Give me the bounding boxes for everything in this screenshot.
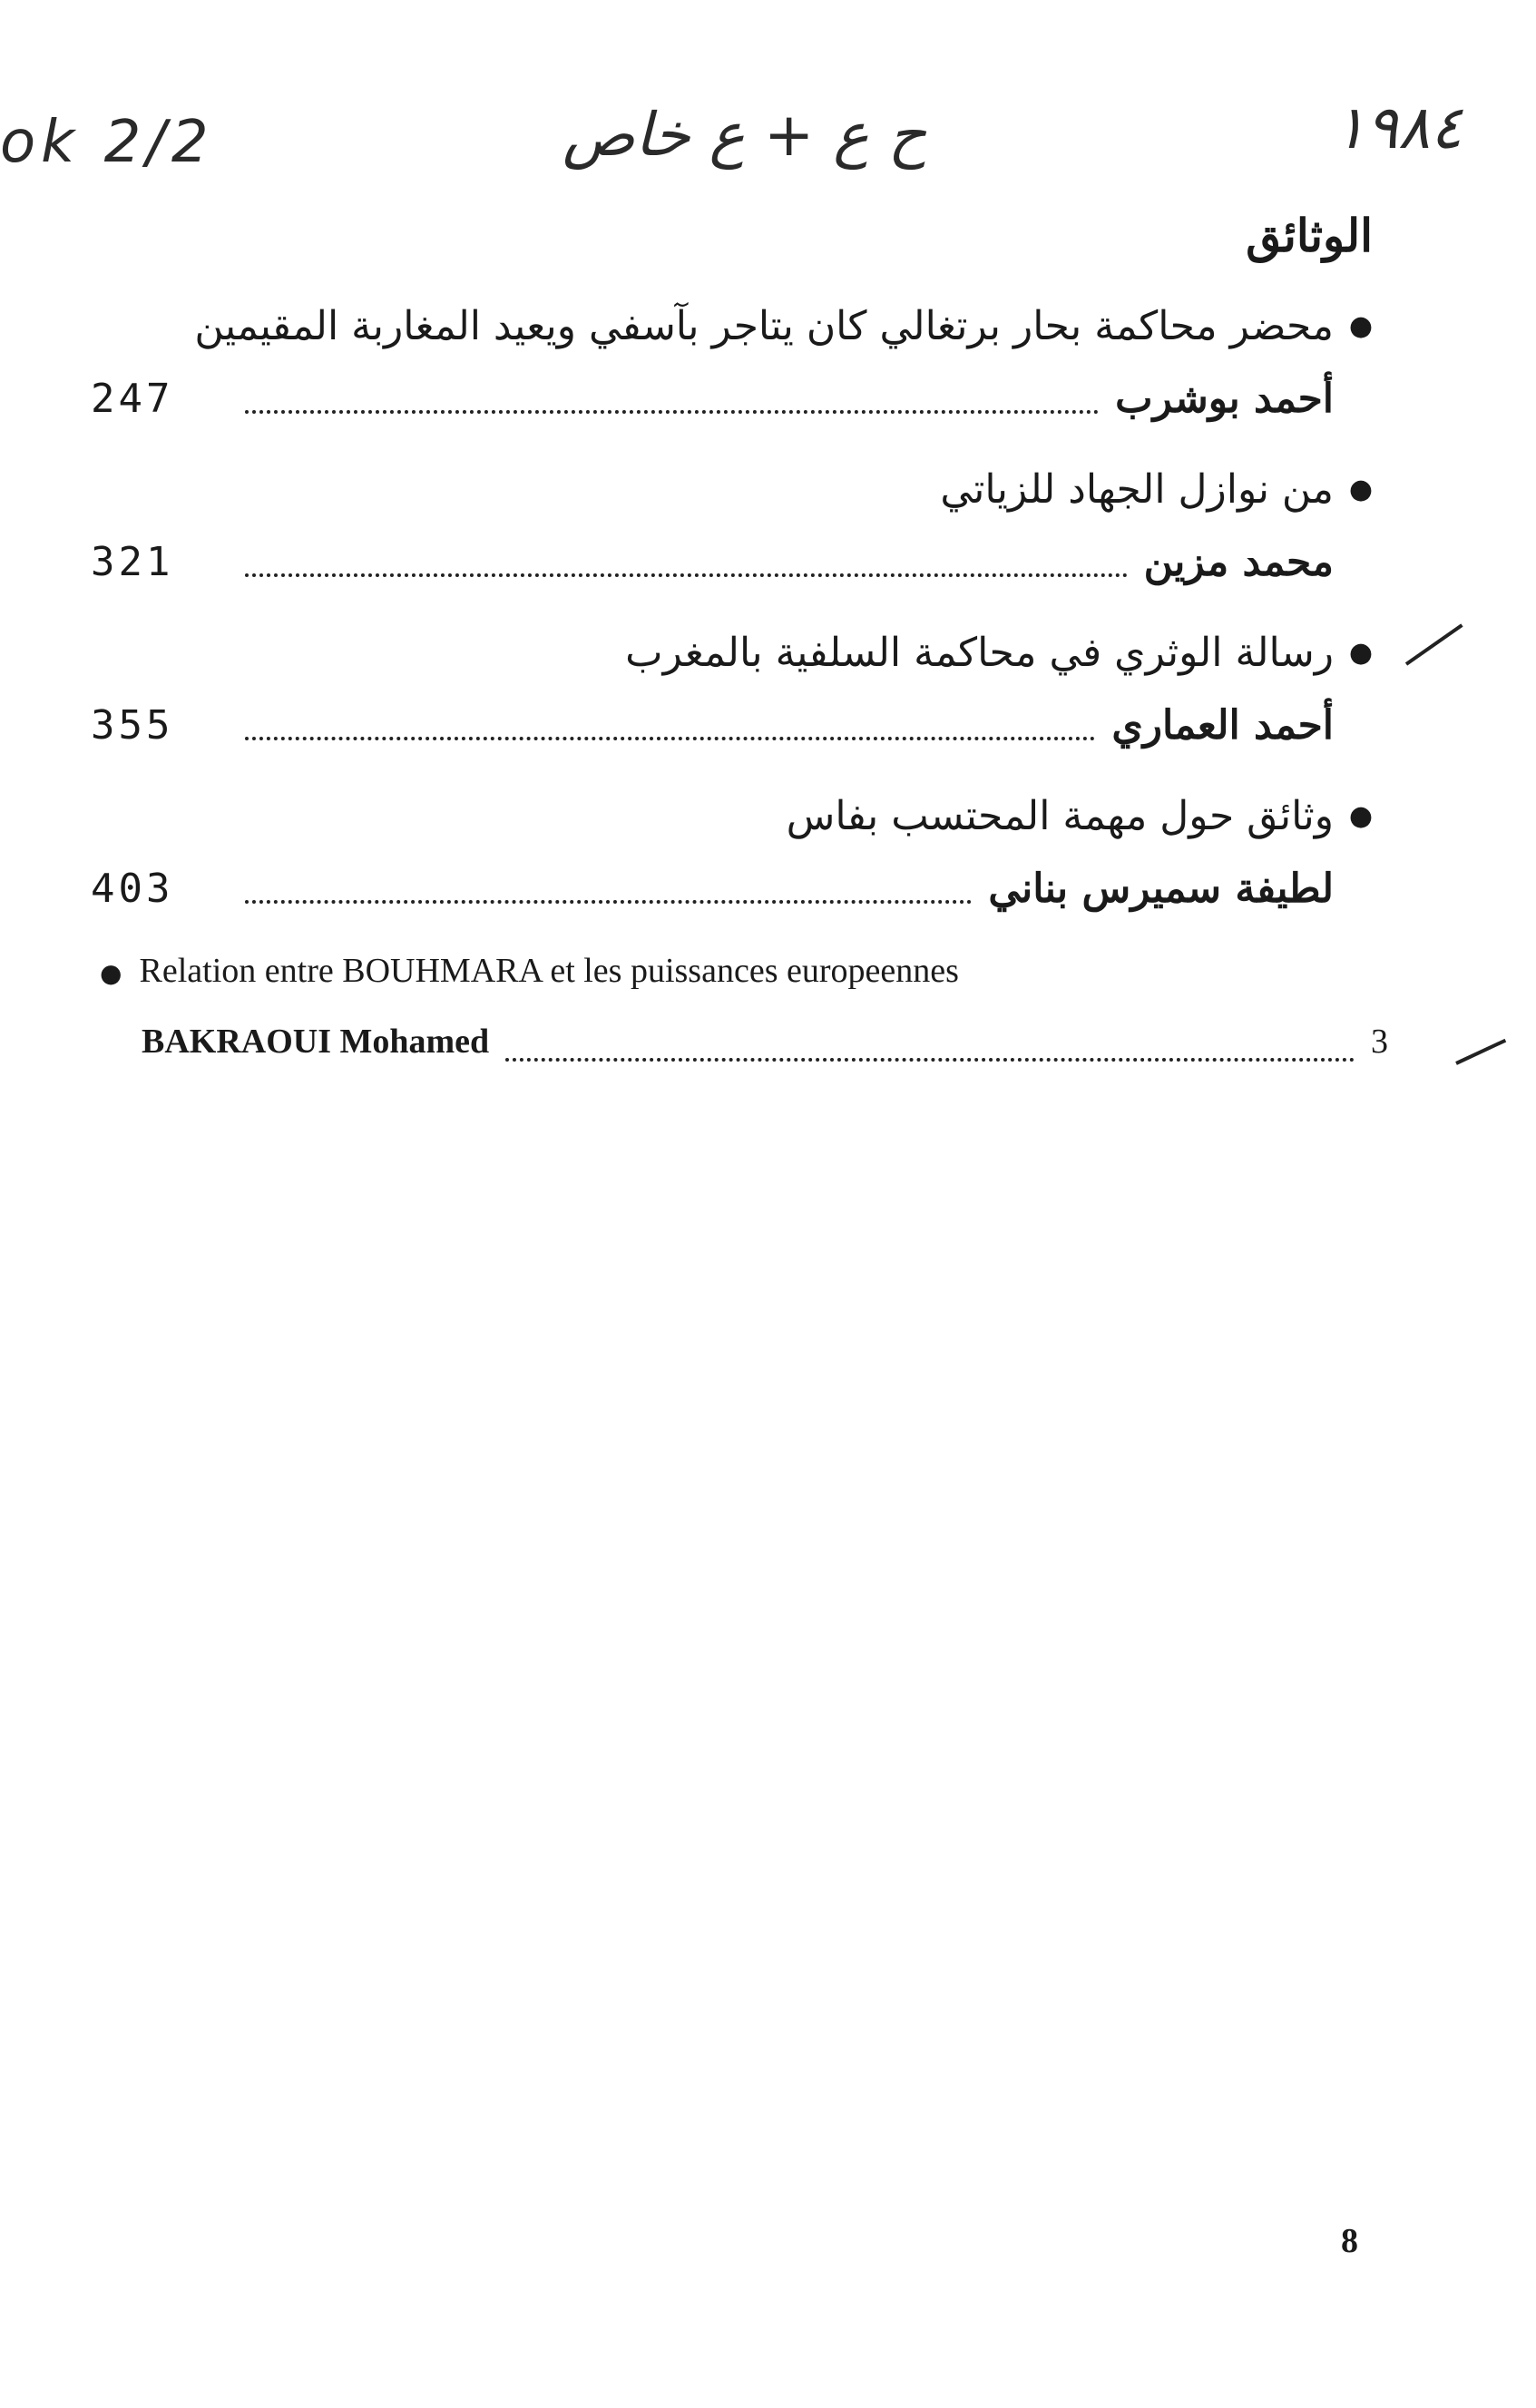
dot-leader [245,383,1099,414]
entry-page-number: 403 [91,865,174,912]
handwritten-note-center: ح ع + ع خاص [563,100,927,170]
entry-author: محمد مزين [1143,538,1334,585]
dot-leader [245,546,1128,577]
entry-title: من نوازل الجهاد للزياتي [940,466,1334,513]
handwritten-note-left: ok 2/2 [0,109,214,176]
entry-title: Relation entre BOUHMARA et les puissances europeennes [139,952,959,990]
entry-page-number: 355 [91,701,174,749]
bullet-icon: ● [1348,474,1374,505]
section-heading: الوثائق [1246,209,1373,262]
bullet-icon: ● [1348,637,1374,669]
page-number: 8 [1341,2222,1358,2260]
toc-entry [91,463,1388,593]
toc-entry [91,789,1388,920]
bullet-icon: ● [100,958,122,988]
entry-author: لطيفة سميرس بناني [988,865,1334,912]
pen-check-mark [1405,623,1463,665]
toc-entry-latin [100,951,1388,1062]
dot-leader [505,1033,1355,1062]
handwritten-year: ١٩٨٤ [1334,93,1463,162]
toc-entry [91,626,1388,757]
dot-leader [245,710,1095,740]
entry-page-number: 321 [91,538,174,585]
entry-title: رسالة الوثري في محاكمة السلفية بالمغرب [625,630,1334,676]
entry-title: محضر محاكمة بحار برتغالي كان يتاجر بآسفي ويعيد المغاربة المقيمين [194,303,1334,349]
dot-leader [245,873,972,904]
entry-title: وثائق حول مهمة المحتسب بفاس [786,793,1334,839]
entry-author: أحمد العماري [1111,701,1334,749]
entry-author: أحمد بوشرب [1115,375,1334,422]
entry-page-number: 247 [91,375,174,422]
bullet-icon: ● [1348,800,1374,832]
pen-check-mark [1455,1039,1506,1065]
entry-page-number: 3 [1371,1023,1388,1061]
entry-author: BAKRAOUI Mohamed [142,1023,490,1061]
toc-entry [91,299,1388,430]
bullet-icon: ● [1348,310,1374,342]
